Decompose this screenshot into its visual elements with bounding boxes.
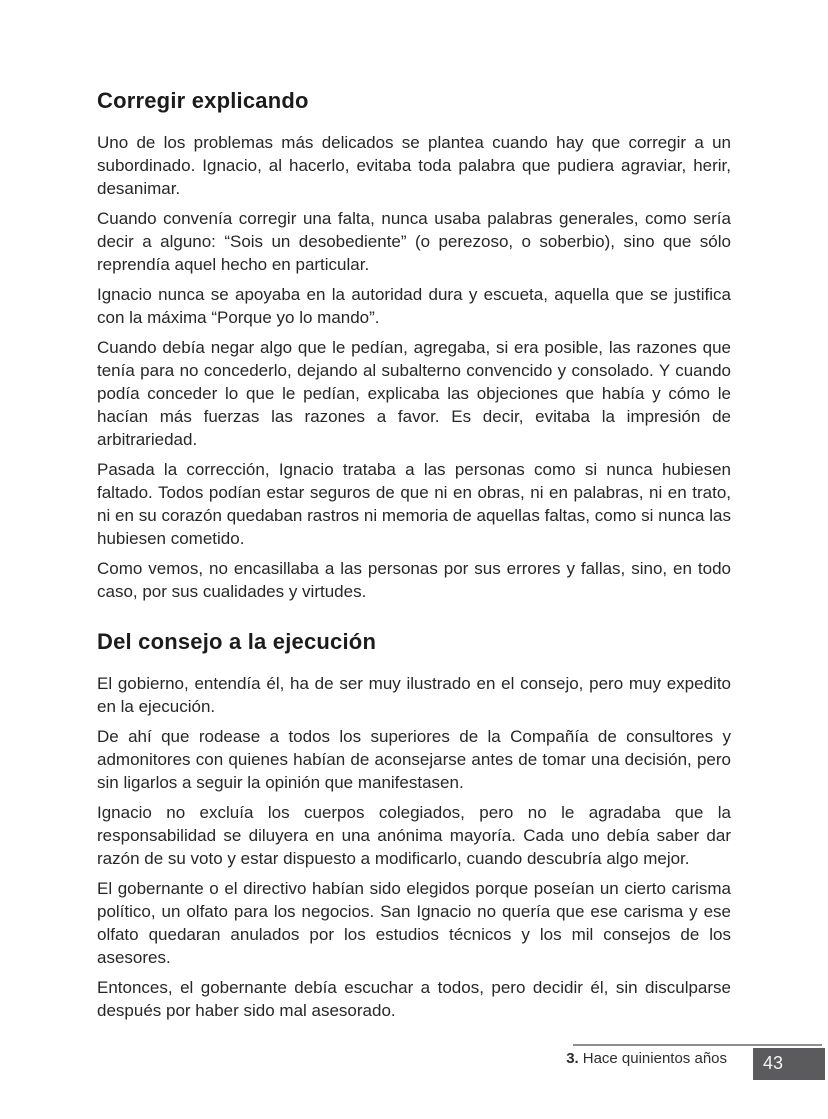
paragraph: Ignacio nunca se apoyaba en la autoridad dura y escueta, aquella que se justifica con la máxima “Porque yo lo mando”. (97, 285, 731, 327)
paragraph: El gobierno, entendía él, ha de ser muy ilustrado en el consejo, pero muy expedito en la ejecución. (97, 674, 731, 716)
paragraph: Cuando convenía corregir una falta, nunca usaba palabras generales, como sería decir a alguno: “Sois un desobediente” (o perezoso, o soberbio), sino que sólo reprendía aquel hecho en particular. (97, 209, 731, 274)
section-corregir-explicando (97, 88, 731, 603)
section-del-consejo-a-la-ejecucion (97, 629, 731, 1022)
paragraph: Entonces, el gobernante debía escuchar a todos, pero decidir él, sin disculparse después por haber sido mal asesorado. (97, 978, 731, 1020)
section-heading: Corregir explicando (97, 88, 309, 113)
paragraph: Ignacio no excluía los cuerpos colegiados, pero no le agradaba que la responsabilidad se diluyera en una anónima mayoría. Cada uno debía saber dar razón de su voto y estar dispuesto a modificarlo, cuando descubría algo mejor. (97, 803, 731, 868)
running-footer (566, 1050, 727, 1068)
paragraph: Pasada la corrección, Ignacio trataba a las personas como si nunca hubiesen faltado. Todos podían estar seguros de que ni en obras, ni en palabras, ni en trato, ni en su corazón quedaban rastros ni memoria de aquellas faltas, como si nunca las hubiesen cometido. (97, 460, 731, 548)
footer-rule (573, 1044, 822, 1046)
page-number: 43 (763, 1053, 784, 1073)
paragraph: Cuando debía negar algo que le pedían, agregaba, si era posible, las razones que tenía para no concederlo, dejando al subalterno convencido y consolado. Y cuando podía conceder lo que le pedían, explicaba las objeciones que había y cómo le hacían más fuerzas las razones a favor. Es decir, evitaba la impresión de arbitrariedad. (97, 338, 731, 449)
chapter-title: Hace quinientos años (582, 1050, 727, 1067)
paragraph: Uno de los problemas más delicados se plantea cuando hay que corregir a un subordinado. Ignacio, al hacerlo, evitaba toda palabra que pudiera agraviar, herir, desanimar. (97, 133, 731, 198)
chapter-number: 3. (566, 1050, 579, 1067)
section-heading: Del consejo a la ejecución (97, 629, 377, 654)
page-content (97, 0, 731, 1029)
paragraph: El gobernante o el directivo habían sido elegidos porque poseían un cierto carisma político, un olfato para los negocios. San Ignacio no quería que ese carisma y ese olfato quedaran anulados por los estudios técnicos y los mil consejos de los asesores. (97, 879, 731, 967)
page-number-box (753, 1048, 825, 1080)
paragraph: De ahí que rodease a todos los superiores de la Compañía de consultores y admonitores con quienes habían de aconsejarse antes de tomar una decisión, pero sin ligarlos a seguir la opinión que manifestasen. (97, 727, 731, 792)
paragraph: Como vemos, no encasillaba a las personas por sus errores y fallas, sino, en todo caso, por sus cualidades y virtudes. (97, 559, 731, 601)
